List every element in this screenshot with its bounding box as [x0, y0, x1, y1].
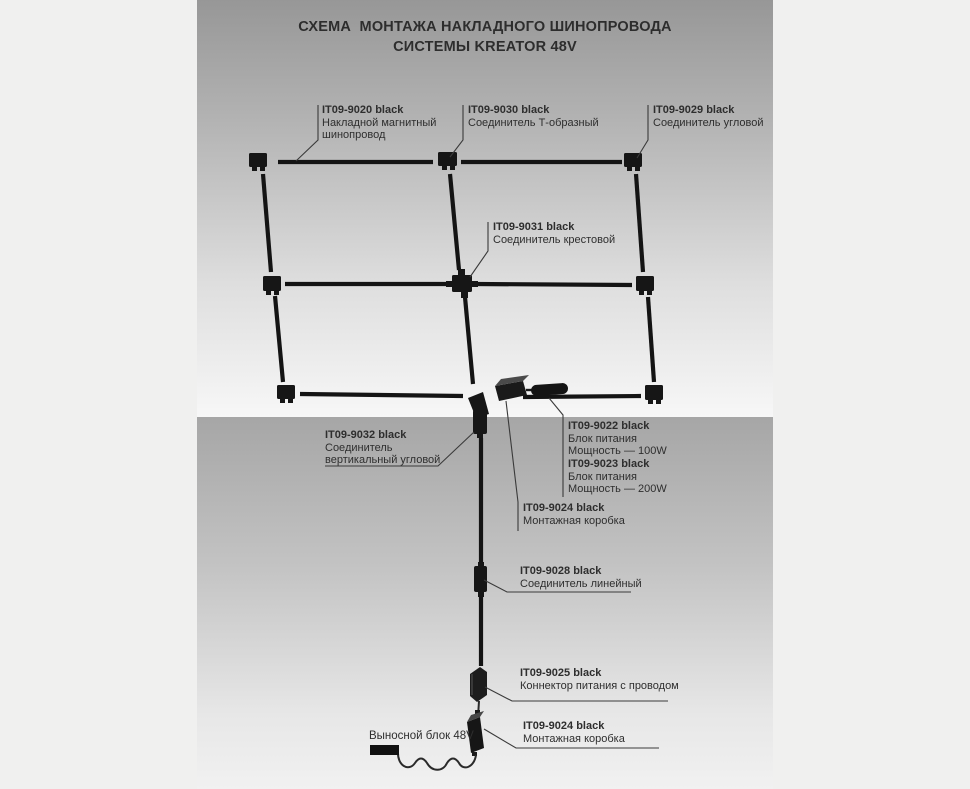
label-linear-connector: [520, 565, 642, 590]
part-desc: Монтажная коробка: [523, 514, 625, 527]
diagram-title: [197, 17, 773, 57]
label-t-connector: [468, 104, 599, 129]
part-code: IT09-9028 black: [520, 565, 602, 577]
part-code: IT09-9022 black: [568, 420, 650, 432]
part-desc: Коннектор питания с проводом: [520, 679, 679, 692]
part-desc: Соединитель линейный: [520, 577, 642, 590]
part-code: IT09-9032 black: [325, 429, 407, 441]
part-code: IT09-9025 black: [520, 667, 602, 679]
external-48v-unit: [370, 745, 399, 755]
cross-connector-center: [446, 269, 478, 298]
part-desc: Накладной магнитный: [322, 116, 437, 129]
feed-chain: [370, 667, 487, 770]
part-desc: Выносной блок 48V: [369, 730, 474, 742]
title-line-1: СХЕМА МОНТАЖА НАКЛАДНОГО ШИНОПРОВОДА: [298, 19, 672, 35]
linear-connector: [474, 562, 487, 597]
part-code: IT09-9029 black: [653, 104, 735, 116]
power-supply-unit: [531, 383, 569, 397]
power-connector: [470, 667, 487, 702]
power-cord-wave: [398, 751, 476, 770]
part-desc: Соединитель Т-образный: [468, 116, 599, 129]
label-track: [322, 104, 436, 142]
part-code: IT09-9030 black: [468, 104, 550, 116]
t-connector-mid-right: [636, 276, 654, 295]
part-code: IT09-9023 black: [568, 458, 650, 470]
leader-mounting-box-top: [506, 401, 518, 531]
label-vertical-corner-connector: [325, 429, 440, 467]
part-code: IT09-9020 black: [322, 104, 404, 116]
corner-connector-top-left: [249, 153, 267, 171]
part-code: IT09-9024 black: [523, 502, 605, 514]
label-mounting-box-bottom: [523, 720, 625, 745]
corner-connector-top-right: [624, 153, 642, 171]
corner-connector-bottom-right: [645, 385, 663, 404]
part-desc: шинопровод: [322, 129, 386, 142]
leader-corner-connector: [637, 105, 648, 158]
part-desc: Соединитель угловой: [653, 116, 764, 129]
leader-psu: [549, 398, 563, 497]
label-mounting-box-top: [523, 502, 625, 527]
part-desc: Соединитель крестовой: [493, 233, 616, 246]
label-power-connector: [520, 667, 679, 692]
part-desc: Блок питания: [568, 470, 637, 483]
t-connector-top-middle: [438, 152, 457, 170]
leader-track: [296, 105, 318, 161]
part-desc: Монтажная коробка: [523, 732, 625, 745]
t-connector-mid-left: [263, 276, 281, 295]
title-line-2: СИСТЕМЫ KREATOR 48V: [393, 39, 577, 55]
part-code: IT09-9031 black: [493, 221, 575, 233]
label-psu-200w: [568, 458, 667, 496]
part-desc: вертикальный угловой: [325, 454, 441, 467]
label-cross-connector: [493, 221, 615, 246]
corner-connector-bottom-left: [277, 385, 295, 403]
label-corner-connector: [653, 104, 764, 129]
part-code: IT09-9024 black: [523, 720, 605, 732]
leader-t-connector: [450, 105, 463, 157]
label-external-unit: [369, 730, 474, 743]
leader-cross-connector: [470, 222, 488, 277]
part-desc: Соединитель: [325, 441, 393, 454]
vertical-corner-connector: [468, 392, 489, 438]
part-desc: Мощность — 200W: [568, 483, 667, 496]
part-desc: Блок питания: [568, 432, 637, 445]
label-psu-100w: [568, 420, 667, 458]
part-desc: Мощность — 100W: [568, 445, 667, 458]
